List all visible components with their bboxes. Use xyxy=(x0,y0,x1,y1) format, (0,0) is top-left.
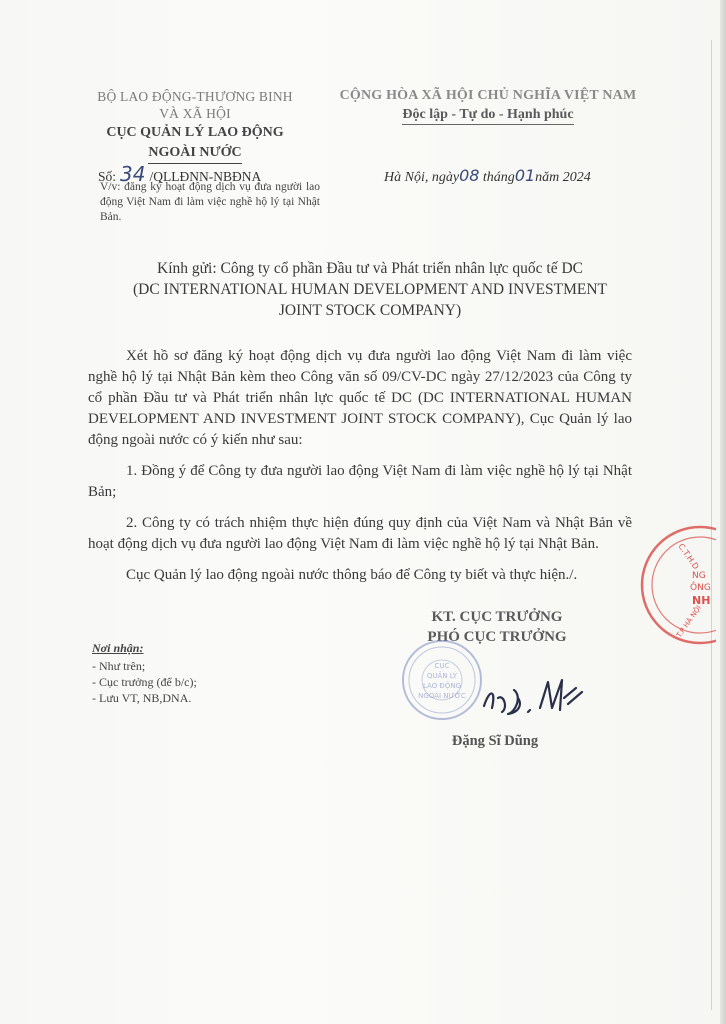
department-name-line1: CỤC QUẢN LÝ LAO ĐỘNG xyxy=(106,125,284,140)
stamp-text: ÔNG xyxy=(690,583,711,593)
stamp-text: C.T.H.D xyxy=(676,541,701,572)
date-month-label: tháng xyxy=(482,170,515,185)
distribution-list xyxy=(92,640,197,706)
distribution-title: Nơi nhận: xyxy=(92,641,144,655)
so-code: /QLLĐNN-NBĐNA xyxy=(149,169,262,184)
body-paragraph-3: 2. Công ty có trách nhiệm thực hiện đúng quy định của Việt Nam và Nhật Bản về hoạt động dịch vụ đưa người lao động Việt Nam đi làm việc nghề hộ lý tại Nhật Bản. xyxy=(88,515,632,552)
date-year: năm 2024 xyxy=(535,170,591,185)
national-header xyxy=(318,88,658,125)
stamp-text: NGOÀI NƯỚC xyxy=(418,692,466,700)
date-prefix: Hà Nội, ngày xyxy=(384,170,460,185)
recipient-line3: JOINT STOCK COMPANY) xyxy=(278,302,462,319)
issue-date xyxy=(384,166,591,186)
recipient-line2: (DC INTERNATIONAL HUMAN DEVELOPMENT AND INVESTMENT xyxy=(132,281,607,298)
signature-title-line1: KT. CỤC TRƯỞNG xyxy=(431,609,563,625)
republic-title: CỘNG HÒA XÃ HỘI CHỦ NGHĨA VIỆT NAM xyxy=(339,88,637,103)
signer-name: Đặng Sĩ Dũng xyxy=(451,733,539,749)
so-label: Số: xyxy=(98,169,117,184)
so-number-handwritten: 34 xyxy=(120,162,146,186)
page-edge-shadow xyxy=(720,0,726,1024)
letter-body xyxy=(88,346,632,596)
distribution-item: - Lưu VT, NB,DNA. xyxy=(92,691,192,705)
body-paragraph-1: Xét hồ sơ đăng ký hoạt động dịch vụ đưa người lao động Việt Nam đi làm việc nghề hộ lý tại Nhật Bản kèm theo Công văn số 09/CV-DC ngày 27/12/2023 của Công ty cổ phần Đầu tư và Phát triển nhân lực quốc tế DC (DC INTERNATIONAL HUMAN DEVELOPMENT AND INVESTMENT JOINT STOCK COMPANY), Cục Quản lý lao động ngoài nước có ý kiến như sau: xyxy=(88,348,632,448)
stamp-text: NH xyxy=(692,594,711,607)
subject-line: V/v: đăng ký hoạt động dịch vụ đưa người lao động Việt Nam đi làm việc nghề hộ lý tại Nhật Bản. xyxy=(100,181,320,223)
recipient-block xyxy=(80,258,660,321)
handwritten-signature-icon xyxy=(478,668,598,728)
recipient-line1: Kính gửi: Công ty cổ phần Đầu tư và Phát triển nhân lực quốc tế DC xyxy=(157,260,583,277)
issuer-header xyxy=(60,88,330,164)
ministry-name-line2: VÀ XÃ HỘI xyxy=(159,106,231,121)
distribution-item: - Cục trưởng (để b/c); xyxy=(92,675,197,689)
red-seal-stamp-icon xyxy=(636,520,716,650)
body-paragraph-4: Cục Quản lý lao động ngoài nước thông báo để Công ty biết và thực hiện./. xyxy=(126,567,578,583)
official-stamp-icon xyxy=(400,638,484,722)
date-month: 01 xyxy=(514,166,536,185)
stamp-text: T.P HÀ NỘI xyxy=(675,604,703,640)
stamp-text: NG xyxy=(692,571,706,581)
signature-title-line2: PHÓ CỤC TRƯỞNG xyxy=(427,629,567,645)
body-paragraph-2: 1. Đồng ý để Công ty đưa người lao động Việt Nam đi làm việc nghề hộ lý tại Nhật Bản; xyxy=(88,463,632,500)
distribution-item: - Như trên; xyxy=(92,659,146,673)
national-motto: Độc lập - Tự do - Hạnh phúc xyxy=(402,107,573,125)
ministry-name-line1: BỘ LAO ĐỘNG-THƯƠNG BINH xyxy=(97,89,293,104)
stamp-text: QUẢN LÝ xyxy=(426,672,458,680)
department-name-line2: NGOÀI NƯỚC xyxy=(148,144,241,164)
stamp-text: LAO ĐỘNG xyxy=(422,682,462,690)
date-day: 08 xyxy=(459,166,480,185)
stamp-text: CỤC xyxy=(434,662,450,670)
